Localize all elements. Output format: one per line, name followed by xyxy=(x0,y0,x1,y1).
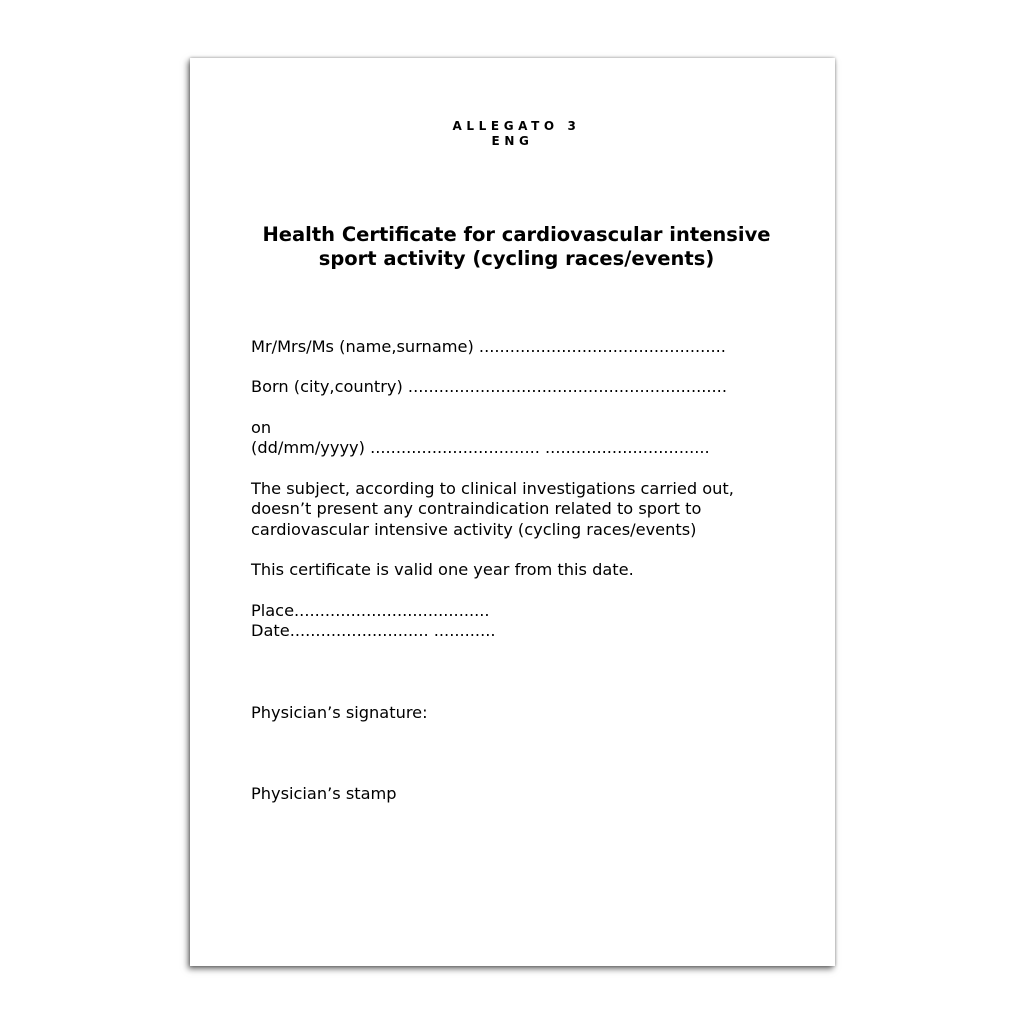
physician-stamp-label: Physician’s stamp xyxy=(251,784,397,803)
birthplace-field: Born (city,country) .............................................................. xyxy=(251,377,727,396)
on-label: on xyxy=(251,418,272,437)
annex-label: ALLEGATO 3 xyxy=(452,119,581,133)
statement-line-2: doesn’t present any contraindication related to sport to xyxy=(251,499,702,519)
language-label: ENG xyxy=(491,134,534,148)
statement-line-3: cardiovascular intensive activity (cycling races/events) xyxy=(251,519,697,539)
certificate-page xyxy=(190,58,835,966)
date-field: Date........................... ............ xyxy=(251,621,496,640)
place-field: Place...................................... xyxy=(251,601,490,620)
document-title-line-1: Health Certificate for cardiovascular intensive xyxy=(262,223,771,246)
statement-line-1: The subject, according to clinical investigations carried out, xyxy=(251,479,734,498)
birth-date-field: (dd/mm/yyyy) ................................. ................................ xyxy=(251,438,710,457)
name-field: Mr/Mrs/Ms (name,surname) ................................................ xyxy=(251,337,726,356)
validity-text: This certificate is valid one year from this date. xyxy=(251,560,634,579)
document-title xyxy=(190,223,839,271)
statement-paragraph xyxy=(251,479,734,540)
document-title-line-2: sport activity (cycling races/events) xyxy=(318,247,715,270)
physician-signature-label: Physician’s signature: xyxy=(251,703,428,722)
